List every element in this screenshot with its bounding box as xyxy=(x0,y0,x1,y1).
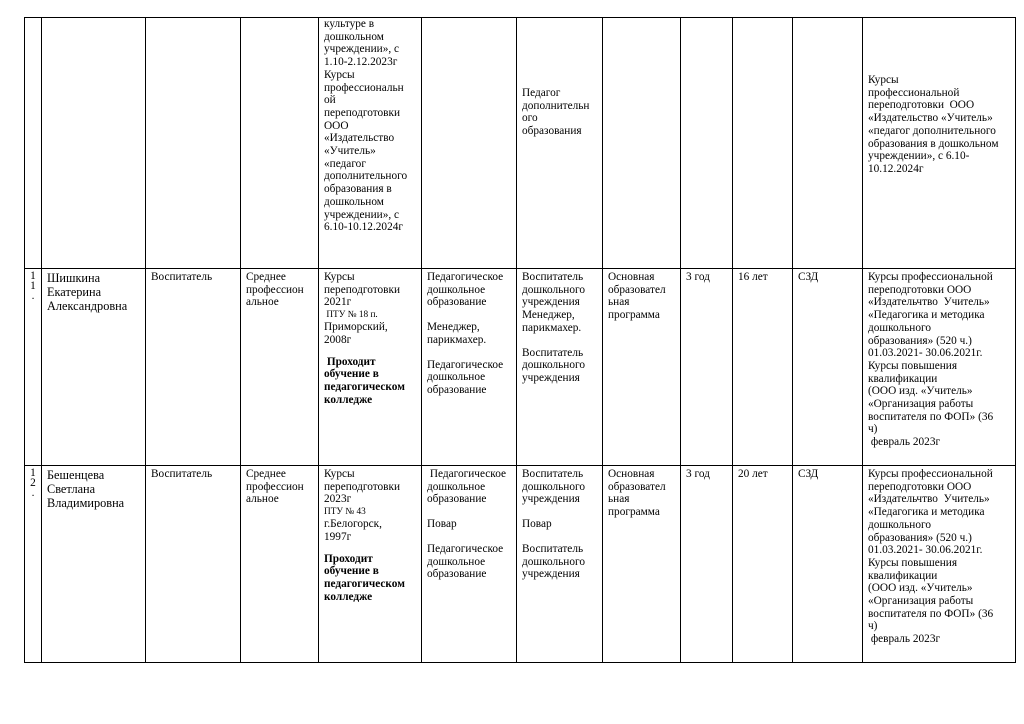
courses-cell xyxy=(319,18,422,269)
text-line: дошкольном xyxy=(324,195,384,208)
years-in-post-cell xyxy=(681,18,733,269)
text-line: Светлана xyxy=(47,482,96,496)
text-line: Среднее xyxy=(246,468,286,480)
text-line: Менеджер, xyxy=(427,321,480,334)
text-line: Педагогическое xyxy=(427,271,504,283)
qualification-cell xyxy=(517,18,603,269)
text-line: февраль 2023г xyxy=(868,633,941,646)
text-line: воспитателя по ФОП» (36 xyxy=(868,410,994,423)
position-cell xyxy=(146,466,241,663)
text-line: Проходит xyxy=(324,355,376,368)
total-experience-cell xyxy=(733,466,793,663)
text-line: дошкольное xyxy=(427,371,486,384)
text-line: квалификации xyxy=(868,569,938,582)
text-line: учреждения xyxy=(522,371,580,384)
text-group xyxy=(427,543,511,581)
text-line: Менеджер, xyxy=(522,309,575,322)
employee-name xyxy=(42,269,146,466)
text-line: парикмахер. xyxy=(522,321,582,334)
education-cell xyxy=(241,269,319,466)
text-line: профессион xyxy=(246,480,304,493)
position-cell xyxy=(146,18,241,269)
text-line: образование xyxy=(427,568,487,581)
training-cell xyxy=(863,18,1016,269)
text-line: Курсы xyxy=(324,271,355,283)
text-line: «Издательчтво Учитель» xyxy=(868,296,990,309)
text-line: 2021г xyxy=(324,296,352,309)
text-line: ООО xyxy=(324,119,349,132)
table-row xyxy=(25,269,1016,466)
text-group xyxy=(427,518,511,531)
courses-main xyxy=(324,468,416,506)
years-in-post-cell xyxy=(681,466,733,663)
text-line: Основная xyxy=(608,271,655,283)
text-line: педагогическом xyxy=(324,577,405,590)
text-group xyxy=(427,271,511,309)
text-line: 6.10-10.12.2024г xyxy=(324,221,404,234)
text-line: учреждения xyxy=(522,493,580,506)
text-line: Екатерина xyxy=(47,285,102,299)
text-line: «педагог xyxy=(324,157,366,170)
text-line: Педагогическое xyxy=(427,468,506,480)
total-experience-text: 20 лет xyxy=(738,468,768,480)
text-line: парикмахер. xyxy=(427,333,487,346)
text-line: педагогическом xyxy=(324,380,405,393)
text-line: дошкольное xyxy=(427,283,486,296)
text-line: Воспитатель xyxy=(522,468,584,480)
text-line: образования xyxy=(522,125,582,138)
text-line: дошкольного xyxy=(868,321,931,334)
training-cell xyxy=(863,269,1016,466)
text-line: февраль 2023г xyxy=(868,436,941,449)
text-line: альное xyxy=(246,493,279,506)
text-line: Курсы профессиональной xyxy=(868,468,993,480)
text-line: ПТУ № 18 п. xyxy=(324,310,378,321)
position-text: Воспитатель xyxy=(151,271,213,283)
courses-cell xyxy=(319,269,422,466)
text-line: образование xyxy=(427,383,487,396)
text-line: дошкольного xyxy=(522,283,585,296)
text-line: образование xyxy=(427,296,487,309)
text-line: учреждении», с xyxy=(324,43,400,56)
courses-school xyxy=(324,309,416,321)
text-line: Курсы повышения xyxy=(868,359,958,372)
courses-place xyxy=(324,321,416,346)
text-line: ой xyxy=(324,94,336,107)
text-line: обучение в xyxy=(324,565,379,578)
text-line: Приморский, xyxy=(324,321,388,334)
number-cell xyxy=(25,18,42,269)
text-line: воспитателя по ФОП» (36 xyxy=(868,607,994,620)
text-line: «Издательство «Учитель» xyxy=(868,112,993,125)
text-group xyxy=(427,321,511,346)
text-line: квалификации xyxy=(868,372,938,385)
text-line: учреждения xyxy=(522,568,580,581)
courses-study-note xyxy=(324,356,416,407)
table-row xyxy=(25,466,1016,663)
text-line: дополнительн xyxy=(522,99,590,112)
category-cell xyxy=(793,18,863,269)
program-cell xyxy=(603,466,681,663)
row-number xyxy=(25,269,42,466)
position-text: Воспитатель xyxy=(151,468,213,480)
text-line: альное xyxy=(246,296,279,309)
category-cell xyxy=(793,269,863,466)
text-line: «Издательство xyxy=(324,132,395,145)
text-line: Воспитатель xyxy=(522,271,584,283)
text-line: Среднее xyxy=(246,271,286,283)
text-line: переподготовки ООО xyxy=(868,99,975,112)
qualification-cell xyxy=(517,269,603,466)
text-line: 1.10-2.12.2023г xyxy=(324,56,398,69)
specialty-cell xyxy=(422,269,517,466)
courses-main xyxy=(324,271,416,309)
text-line: обучение в xyxy=(324,368,379,381)
text-line: Курсы xyxy=(868,74,899,86)
text-line: учреждении», с xyxy=(324,208,400,221)
text-line: ПТУ № 43 xyxy=(324,507,366,518)
text-line: Педагогическое xyxy=(427,542,504,555)
text-line: колледже xyxy=(324,393,373,406)
text-line: дошкольном xyxy=(324,30,384,43)
text-line: профессион xyxy=(246,283,304,296)
text-line: ч) xyxy=(868,423,878,436)
specialty-cell xyxy=(422,466,517,663)
text-line: программа xyxy=(608,309,660,322)
category-text: СЗД xyxy=(798,271,819,283)
text-line: Проходит xyxy=(324,552,373,565)
text-line: Повар xyxy=(427,518,457,531)
text-group xyxy=(522,347,597,385)
continuation-row xyxy=(25,18,1016,269)
text-line: Курсы xyxy=(324,68,355,81)
total-experience-text: 16 лет xyxy=(738,271,768,283)
text-line: дошкольного xyxy=(868,518,931,531)
program-cell xyxy=(603,269,681,466)
text-line: ч) xyxy=(868,620,878,633)
text-line: образования в xyxy=(324,183,392,196)
text-group xyxy=(522,518,597,531)
text-group xyxy=(522,271,597,335)
text-line: Курсы профессиональной xyxy=(868,271,993,283)
text-line: образования в дошкольном xyxy=(868,137,999,150)
text-line: 2008г xyxy=(324,333,352,346)
text-line: (ООО изд. «Учитель» xyxy=(868,385,973,398)
courses-school xyxy=(324,506,416,518)
text-line: Воспитатель xyxy=(522,542,584,555)
row-number-text: 1 1 . xyxy=(30,270,36,302)
text-group xyxy=(427,359,511,397)
text-line: «Учитель» xyxy=(324,145,376,158)
text-line: переподготовки xyxy=(324,106,400,119)
courses-study-note xyxy=(324,553,416,604)
text-line: образование xyxy=(427,493,487,506)
text-line: переподготовки ООО xyxy=(868,283,972,296)
years-in-post-cell xyxy=(681,269,733,466)
education-cell xyxy=(241,466,319,663)
courses-cell xyxy=(319,466,422,663)
text-line: Шишкина xyxy=(47,271,101,285)
category-cell xyxy=(793,466,863,663)
text-line: Курсы xyxy=(324,468,355,480)
text-line: (ООО изд. «Учитель» xyxy=(868,582,973,595)
text-line: дошкольного xyxy=(522,555,585,568)
text-line: образовател xyxy=(608,283,666,296)
text-line: «Издательчтво Учитель» xyxy=(868,493,990,506)
years-in-post-text: 3 год xyxy=(686,468,710,480)
program-cell xyxy=(603,18,681,269)
text-line: дошкольное xyxy=(427,555,486,568)
text-line: дошкольного xyxy=(522,359,585,372)
text-line: Педагогическое xyxy=(427,358,504,371)
row-number xyxy=(25,466,42,663)
text-line: переподготовки xyxy=(324,480,400,493)
specialty-cell xyxy=(422,18,517,269)
text-line: 01.03.2021- 30.06.2021г. xyxy=(868,347,983,360)
text-line: Курсы повышения xyxy=(868,556,958,569)
text-line: «Организация работы xyxy=(868,595,974,608)
total-experience-cell xyxy=(733,269,793,466)
text-line: ого xyxy=(522,112,538,125)
position-cell xyxy=(146,269,241,466)
total-experience-cell xyxy=(733,18,793,269)
text-line: дошкольного xyxy=(522,480,585,493)
text-line: образовател xyxy=(608,480,666,493)
text-line: «Педагогика и методика xyxy=(868,309,985,322)
years-in-post-text: 3 год xyxy=(686,271,710,283)
text-line: ьная xyxy=(608,493,630,506)
text-line: Основная xyxy=(608,468,655,480)
text-line: дошкольное xyxy=(427,480,486,493)
employee-name xyxy=(42,466,146,663)
text-line: дополнительного xyxy=(324,170,408,183)
text-line: «педагог дополнительного xyxy=(868,124,996,137)
staff-table xyxy=(24,17,1016,663)
courses-place xyxy=(324,518,416,543)
text-line: «Педагогика и методика xyxy=(868,506,985,519)
text-line: Педагог xyxy=(522,87,561,99)
text-line: 2023г xyxy=(324,493,352,506)
text-line: «Организация работы xyxy=(868,398,974,411)
training-cell xyxy=(863,466,1016,663)
text-line: учреждении», с 6.10- xyxy=(868,150,970,163)
text-line: ьная xyxy=(608,296,630,309)
text-line: переподготовки xyxy=(324,283,400,296)
text-line: г.Белогорск, xyxy=(324,518,382,531)
text-line: образования» (520 ч.) xyxy=(868,334,972,347)
text-line: Александровна xyxy=(47,299,128,313)
text-line: программа xyxy=(608,506,660,519)
education-cell xyxy=(241,18,319,269)
text-line: 10.12.2024г xyxy=(868,162,924,175)
text-line: образования» (520 ч.) xyxy=(868,531,972,544)
text-group xyxy=(427,468,511,506)
text-line: Повар xyxy=(522,518,552,531)
text-line: профессиональн xyxy=(324,81,404,94)
text-line: колледже xyxy=(324,590,373,603)
name-cell xyxy=(42,18,146,269)
text-line: 1997г xyxy=(324,530,352,543)
text-line: культуре в xyxy=(324,18,375,30)
text-line: Воспитатель xyxy=(522,346,584,359)
text-line: переподготовки ООО xyxy=(868,480,972,493)
qualification-cell xyxy=(517,466,603,663)
text-line: 01.03.2021- 30.06.2021г. xyxy=(868,544,983,557)
text-line: учреждения xyxy=(522,296,580,309)
row-number-text: 1 2 . xyxy=(30,467,36,499)
text-group xyxy=(522,468,597,506)
text-group xyxy=(522,543,597,581)
text-line: Владимировна xyxy=(47,496,125,510)
text-line: Бешенцева xyxy=(47,468,105,482)
text-line: профессиональной xyxy=(868,86,960,99)
category-text: СЗД xyxy=(798,468,819,480)
